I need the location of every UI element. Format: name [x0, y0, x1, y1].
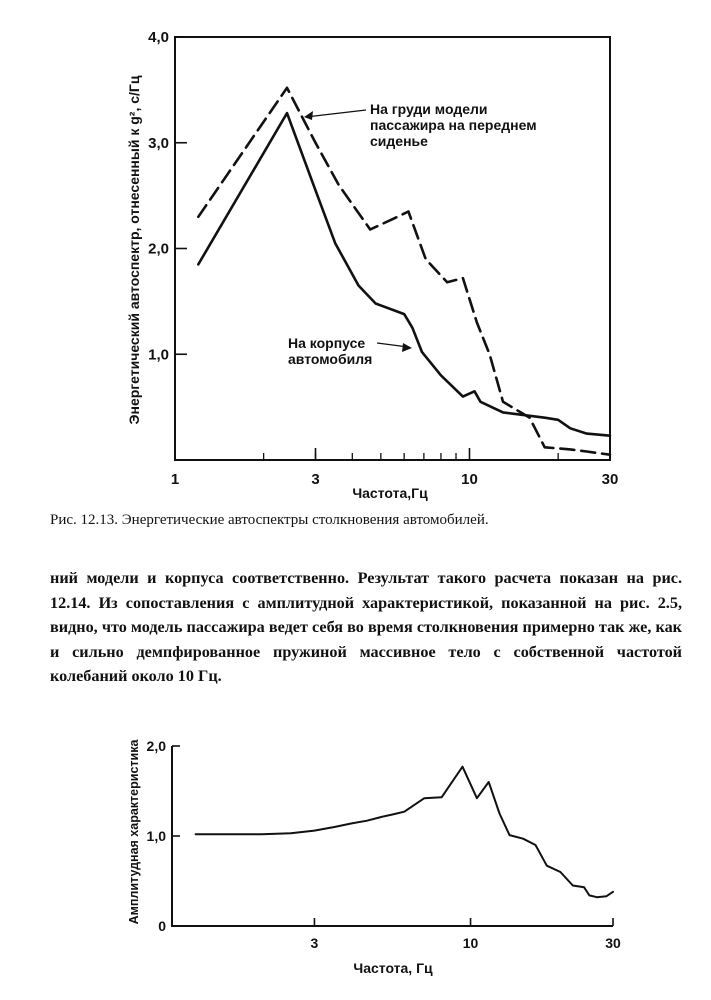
tick-marks [172, 746, 613, 926]
annotation-passenger-line-2: пассажира на переднем [370, 117, 537, 133]
x-axis-label: Частота, Гц [353, 960, 433, 976]
x-tick-label: 10 [462, 935, 479, 951]
figure-12-14-chart [0, 720, 711, 1000]
x-tick-label: 3 [310, 935, 319, 951]
annotation-passenger-line-3: сиденье [370, 133, 428, 149]
annotation-passenger [304, 101, 537, 149]
series-lines [196, 767, 613, 898]
series-line-solid-0 [198, 113, 610, 436]
arrowhead-icon [402, 343, 412, 352]
y-tick-label: 2,0 [148, 240, 169, 258]
y-tick-label: 4,0 [148, 29, 169, 46]
y-tick-label: 1,0 [146, 828, 166, 844]
y-tick-label: 3,0 [148, 134, 169, 152]
annotation-body-line-1: На корпусе [288, 335, 366, 351]
x-tick-label: 30 [601, 471, 619, 488]
body-paragraph: ний модели и корпуса соответственно. Результат такого расчета показан на рис. 12.14. Из сопоставления с амплитудной характеристикой, показанной на рис. 2.5, видно, что модель пассажира ведет себя во время столкновения примерно так же, как и сильно демпфированное пружиной массивное тело с собственной частотой колебаний около 10 Гц. [50, 569, 682, 685]
annotation-passenger-line-1: На груди модели [370, 101, 488, 117]
arrowhead-icon [304, 111, 313, 120]
y-tick-label: 0 [158, 918, 166, 934]
x-tick-label: 3 [311, 471, 320, 488]
x-axis-label: Частота,Гц [352, 485, 428, 501]
y-axis-label: Энергетический автоспектр, отнесенный к g², с/Гц [126, 75, 142, 425]
annotation-body-line-2: автомобиля [288, 351, 373, 367]
y-tick-label: 1,0 [148, 346, 169, 364]
annotation-passenger-arrow [306, 110, 366, 117]
figure-caption: Рис. 12.13. Энергетические автоспектры столкновения автомобилей. [50, 512, 489, 528]
annotation-body [288, 335, 412, 367]
x-tick-label: 10 [461, 471, 478, 488]
y-tick-label: 2,0 [146, 738, 166, 754]
x-tick-label: 1 [170, 471, 180, 488]
y-axis-label: Амплитудная характеристика [127, 739, 141, 925]
x-tick-label: 30 [605, 935, 621, 951]
tick-labels [147, 738, 621, 951]
series-line-solid-0 [196, 767, 613, 898]
